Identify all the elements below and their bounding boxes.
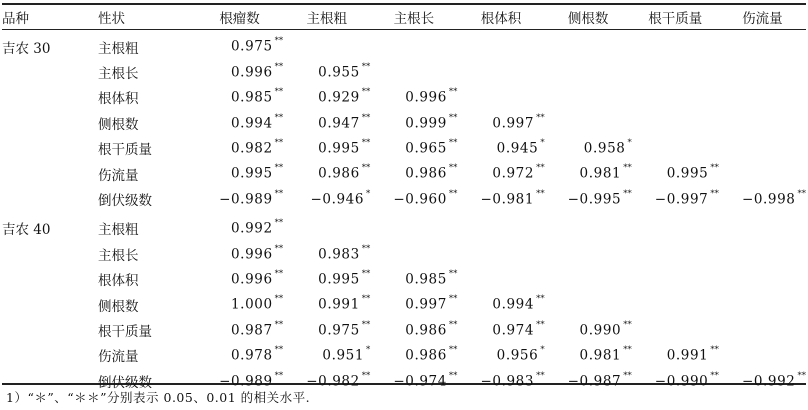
trait-label: 根体积 <box>98 273 139 290</box>
table-row <box>2 186 806 211</box>
significance-mark: ** <box>448 319 458 330</box>
empty-cell <box>457 212 544 241</box>
significance-mark: ** <box>361 370 371 381</box>
table-row <box>2 110 806 135</box>
correlation-cell <box>457 368 544 393</box>
table-row <box>2 30 806 59</box>
correlation-cell <box>545 317 632 342</box>
correlation-cell <box>632 186 719 211</box>
variety-label: 吉农 30 <box>2 40 51 57</box>
correlation-cell <box>196 85 283 110</box>
correlation-value: 0.995 <box>666 165 709 182</box>
correlation-cell <box>545 186 632 211</box>
significance-mark: ** <box>448 268 458 279</box>
header-root-volume: 根体积 <box>480 11 522 27</box>
variety-label: 吉农 40 <box>2 222 51 239</box>
correlation-value: −0.983 <box>480 373 535 390</box>
significance-mark: ** <box>274 138 284 148</box>
correlation-cell <box>370 292 457 317</box>
correlation-cell <box>545 161 632 186</box>
significance-mark: ** <box>274 87 284 98</box>
empty-cell <box>370 30 457 59</box>
trait-label: 伤流量 <box>98 349 139 366</box>
correlation-value: 0.978 <box>230 347 273 364</box>
correlation-value: 0.951 <box>322 347 365 364</box>
variety-cell-empty <box>2 186 98 211</box>
correlation-cell <box>457 110 544 135</box>
empty-cell <box>632 241 719 266</box>
empty-cell <box>632 292 719 317</box>
empty-cell <box>545 85 632 110</box>
trait-label: 主根粗 <box>98 40 139 57</box>
significance-mark: ** <box>536 163 545 174</box>
correlation-value: 0.996 <box>405 89 447 106</box>
correlation-cell <box>196 292 283 317</box>
correlation-cell <box>370 267 457 292</box>
empty-cell <box>719 30 806 59</box>
correlation-value: 0.975 <box>230 38 273 55</box>
significance-mark: ** <box>274 163 284 174</box>
empty-cell <box>545 30 632 59</box>
correlation-cell <box>196 343 283 368</box>
header-trait: 性状 <box>98 11 125 27</box>
significance-mark: ** <box>448 163 458 174</box>
significance-mark: ** <box>448 188 458 199</box>
header-taproot-diameter: 主根粗 <box>306 11 347 27</box>
correlation-value: 0.986 <box>405 322 447 339</box>
correlation-cell <box>283 186 370 211</box>
significance-mark: ** <box>448 138 458 148</box>
empty-cell <box>719 292 806 317</box>
empty-cell <box>457 85 544 110</box>
header-variety: 品种 <box>2 11 29 27</box>
significance-mark: ** <box>623 188 632 199</box>
table-row <box>2 136 806 161</box>
correlation-cell <box>457 136 544 161</box>
correlation-cell <box>196 317 283 342</box>
significance-mark: ** <box>536 294 545 305</box>
significance-mark: ** <box>361 268 371 279</box>
significance-mark: ** <box>361 112 371 123</box>
correlation-cell <box>545 368 632 393</box>
correlation-value: −0.990 <box>654 373 709 390</box>
significance-mark: ** <box>536 188 545 199</box>
correlation-value: 0.997 <box>492 115 535 132</box>
significance-mark: * <box>540 345 545 356</box>
correlation-cell <box>370 110 457 135</box>
empty-cell <box>370 59 457 84</box>
significance-mark: ** <box>274 319 284 330</box>
significance-mark: ** <box>448 345 458 356</box>
significance-mark: ** <box>536 319 545 330</box>
significance-mark: ** <box>623 319 632 330</box>
significance-mark: ** <box>361 138 371 148</box>
trait-label: 根干质量 <box>98 142 152 159</box>
empty-cell <box>457 241 544 266</box>
significance-mark: * <box>627 138 632 148</box>
trait-label: 根干质量 <box>98 323 152 340</box>
correlation-cell <box>196 186 283 211</box>
empty-cell <box>632 267 719 292</box>
trait-label: 伤流量 <box>98 167 139 184</box>
correlation-cell <box>283 110 370 135</box>
correlation-cell <box>196 136 283 161</box>
table-row <box>2 343 806 368</box>
header-row <box>2 4 806 30</box>
correlation-cell <box>196 212 283 241</box>
significance-mark: ** <box>274 268 284 279</box>
empty-cell <box>632 85 719 110</box>
significance-mark: ** <box>710 188 719 199</box>
empty-cell <box>457 59 544 84</box>
correlation-value: 0.991 <box>666 347 709 364</box>
empty-cell <box>719 241 806 266</box>
correlation-cell <box>370 368 457 393</box>
correlation-value: 0.986 <box>405 165 447 182</box>
empty-cell <box>632 136 719 161</box>
significance-mark: ** <box>710 345 719 356</box>
correlation-cell <box>632 343 719 368</box>
correlation-value: 0.986 <box>318 165 360 182</box>
correlation-cell <box>283 343 370 368</box>
empty-cell <box>545 212 632 241</box>
correlation-value: 0.987 <box>230 322 273 339</box>
header-taproot-length: 主根长 <box>393 11 435 27</box>
correlation-value: −0.974 <box>393 373 447 390</box>
correlation-value: −0.960 <box>393 191 447 208</box>
correlation-value: 0.995 <box>230 165 273 182</box>
correlation-value: 0.955 <box>318 64 360 81</box>
significance-mark: ** <box>361 61 371 72</box>
correlation-value: 0.996 <box>230 271 273 288</box>
empty-cell <box>283 30 370 59</box>
variety-cell-empty <box>2 317 98 342</box>
correlation-value: 0.999 <box>405 115 447 132</box>
empty-cell <box>632 59 719 84</box>
correlation-cell <box>196 30 283 59</box>
empty-cell <box>632 212 719 241</box>
trait-label: 倒伏级数 <box>98 374 152 391</box>
correlation-value: 0.991 <box>318 296 360 313</box>
correlation-value: 1.000 <box>230 296 273 313</box>
correlation-cell <box>370 136 457 161</box>
table-row <box>2 212 806 241</box>
significance-mark: ** <box>361 243 371 254</box>
empty-cell <box>719 317 806 342</box>
empty-cell <box>632 110 719 135</box>
correlation-cell <box>196 110 283 135</box>
significance-mark: ** <box>274 294 284 305</box>
significance-mark: ** <box>448 87 458 98</box>
correlation-table <box>2 4 806 393</box>
significance-mark: ** <box>274 243 284 254</box>
correlation-cell <box>545 343 632 368</box>
variety-cell-empty <box>2 267 98 292</box>
significance-mark: ** <box>274 61 284 72</box>
empty-cell <box>545 267 632 292</box>
variety-cell-empty <box>2 85 98 110</box>
table-row <box>2 85 806 110</box>
correlation-cell <box>283 267 370 292</box>
significance-mark: ** <box>536 112 545 123</box>
correlation-value: 0.986 <box>405 347 447 364</box>
correlation-cell <box>545 136 632 161</box>
correlation-value: 0.982 <box>230 140 273 157</box>
trait-label: 主根粗 <box>98 222 139 239</box>
empty-cell <box>457 30 544 59</box>
correlation-cell <box>370 317 457 342</box>
significance-mark: ** <box>274 36 284 47</box>
correlation-value: 0.985 <box>230 89 273 106</box>
correlation-cell <box>196 59 283 84</box>
table-body <box>2 30 806 393</box>
correlation-value: −0.989 <box>219 373 273 390</box>
correlation-value: 0.997 <box>405 296 447 313</box>
empty-cell <box>632 317 719 342</box>
correlation-value: 0.974 <box>492 322 535 339</box>
empty-cell <box>457 267 544 292</box>
significance-mark: ** <box>274 218 284 229</box>
variety-cell-empty <box>2 136 98 161</box>
empty-cell <box>719 212 806 241</box>
correlation-value: 0.992 <box>230 220 273 237</box>
significance-mark: ** <box>623 163 632 174</box>
significance-mark: ** <box>274 112 284 123</box>
empty-cell <box>719 85 806 110</box>
correlation-cell <box>632 368 719 393</box>
correlation-value: −0.946 <box>310 191 365 208</box>
correlation-value: −0.995 <box>567 191 622 208</box>
correlation-cell <box>370 85 457 110</box>
significance-mark: ** <box>361 319 371 330</box>
correlation-value: −0.998 <box>741 191 796 208</box>
variety-cell-empty <box>2 292 98 317</box>
header-nodule-count: 根瘤数 <box>219 11 260 27</box>
variety-cell-empty <box>2 110 98 135</box>
correlation-cell <box>196 241 283 266</box>
correlation-cell <box>283 85 370 110</box>
significance-mark: ** <box>361 87 371 98</box>
empty-cell <box>719 136 806 161</box>
significance-mark: ** <box>623 345 632 356</box>
correlation-cell <box>283 59 370 84</box>
empty-cell <box>719 343 806 368</box>
significance-mark: ** <box>274 370 284 381</box>
empty-cell <box>370 241 457 266</box>
correlation-cell <box>457 343 544 368</box>
correlation-value: 0.975 <box>318 322 360 339</box>
empty-cell <box>719 267 806 292</box>
significance-mark: * <box>540 138 545 148</box>
correlation-cell <box>283 161 370 186</box>
table-row <box>2 59 806 84</box>
significance-mark: ** <box>623 370 632 381</box>
correlation-cell <box>457 292 544 317</box>
table-footnote: 1）“＊”、“＊＊”分别表示 0.05、0.01 的相关水平. <box>6 390 311 405</box>
table-row <box>2 241 806 266</box>
significance-mark: ** <box>710 370 719 381</box>
correlation-value: 0.965 <box>405 140 447 157</box>
correlation-cell <box>196 267 283 292</box>
empty-cell <box>370 212 457 241</box>
correlation-value: −0.989 <box>219 191 273 208</box>
correlation-value: −0.981 <box>480 191 535 208</box>
correlation-cell <box>370 186 457 211</box>
significance-mark: ** <box>361 294 371 305</box>
trait-label: 侧根数 <box>98 116 139 133</box>
header-lateral-root-count: 侧根数 <box>567 11 609 27</box>
significance-mark: ** <box>797 188 806 199</box>
table-row <box>2 317 806 342</box>
significance-mark: ** <box>536 370 545 381</box>
header-root-dry-mass: 根干质量 <box>648 11 703 27</box>
correlation-value: 0.996 <box>230 64 273 81</box>
correlation-value: 0.994 <box>230 115 273 132</box>
empty-cell <box>719 161 806 186</box>
correlation-value: 0.995 <box>318 271 360 288</box>
variety-cell-empty <box>2 241 98 266</box>
correlation-cell <box>283 292 370 317</box>
empty-cell <box>545 110 632 135</box>
significance-mark: ** <box>274 188 284 199</box>
significance-mark: * <box>366 345 371 356</box>
correlation-value: −0.992 <box>741 373 796 390</box>
correlation-cell <box>283 136 370 161</box>
correlation-cell <box>719 186 806 211</box>
correlation-value: 0.972 <box>492 165 535 182</box>
significance-mark: * <box>366 188 371 199</box>
correlation-cell <box>196 161 283 186</box>
correlation-cell <box>283 317 370 342</box>
correlation-value: 0.945 <box>496 140 539 157</box>
correlation-value: 0.990 <box>579 322 622 339</box>
correlation-value: −0.982 <box>306 373 360 390</box>
significance-mark: ** <box>274 345 284 356</box>
variety-cell-empty <box>2 59 98 84</box>
correlation-value: 0.996 <box>230 246 273 263</box>
correlation-value: 0.994 <box>492 296 535 313</box>
correlation-value: 0.981 <box>579 347 622 364</box>
correlation-cell <box>632 161 719 186</box>
empty-cell <box>545 241 632 266</box>
empty-cell <box>283 212 370 241</box>
correlation-cell <box>283 241 370 266</box>
empty-cell <box>719 59 806 84</box>
empty-cell <box>545 59 632 84</box>
significance-mark: ** <box>710 163 719 174</box>
correlation-value: 0.958 <box>583 140 626 157</box>
trait-label: 主根长 <box>98 247 139 264</box>
trait-label: 倒伏级数 <box>98 193 152 210</box>
trait-label: 根体积 <box>98 91 139 108</box>
correlation-value: −0.987 <box>567 373 622 390</box>
significance-mark: ** <box>448 370 458 381</box>
correlation-cell <box>719 368 806 393</box>
correlation-value: 0.947 <box>318 115 360 132</box>
variety-cell-empty <box>2 161 98 186</box>
correlation-value: 0.995 <box>318 140 360 157</box>
correlation-value: 0.929 <box>318 89 360 106</box>
correlation-value: 0.981 <box>579 165 622 182</box>
correlation-cell <box>457 186 544 211</box>
significance-mark: ** <box>361 163 371 174</box>
trait-label: 侧根数 <box>98 298 139 315</box>
significance-mark: ** <box>797 370 806 381</box>
empty-cell <box>719 110 806 135</box>
table-row <box>2 292 806 317</box>
correlation-cell <box>457 161 544 186</box>
variety-cell-empty <box>2 343 98 368</box>
correlation-value: −0.997 <box>654 191 709 208</box>
table-row <box>2 161 806 186</box>
significance-mark: ** <box>448 294 458 305</box>
empty-cell <box>632 30 719 59</box>
correlation-cell <box>370 343 457 368</box>
correlation-cell <box>457 317 544 342</box>
correlation-cell <box>370 161 457 186</box>
correlation-value: 0.956 <box>496 347 539 364</box>
header-bleeding-sap: 伤流量 <box>742 11 783 27</box>
trait-label: 主根长 <box>98 66 139 83</box>
correlation-value: 0.983 <box>318 246 360 263</box>
table-row <box>2 267 806 292</box>
correlation-value: 0.985 <box>405 271 447 288</box>
empty-cell <box>545 292 632 317</box>
significance-mark: ** <box>448 112 458 123</box>
